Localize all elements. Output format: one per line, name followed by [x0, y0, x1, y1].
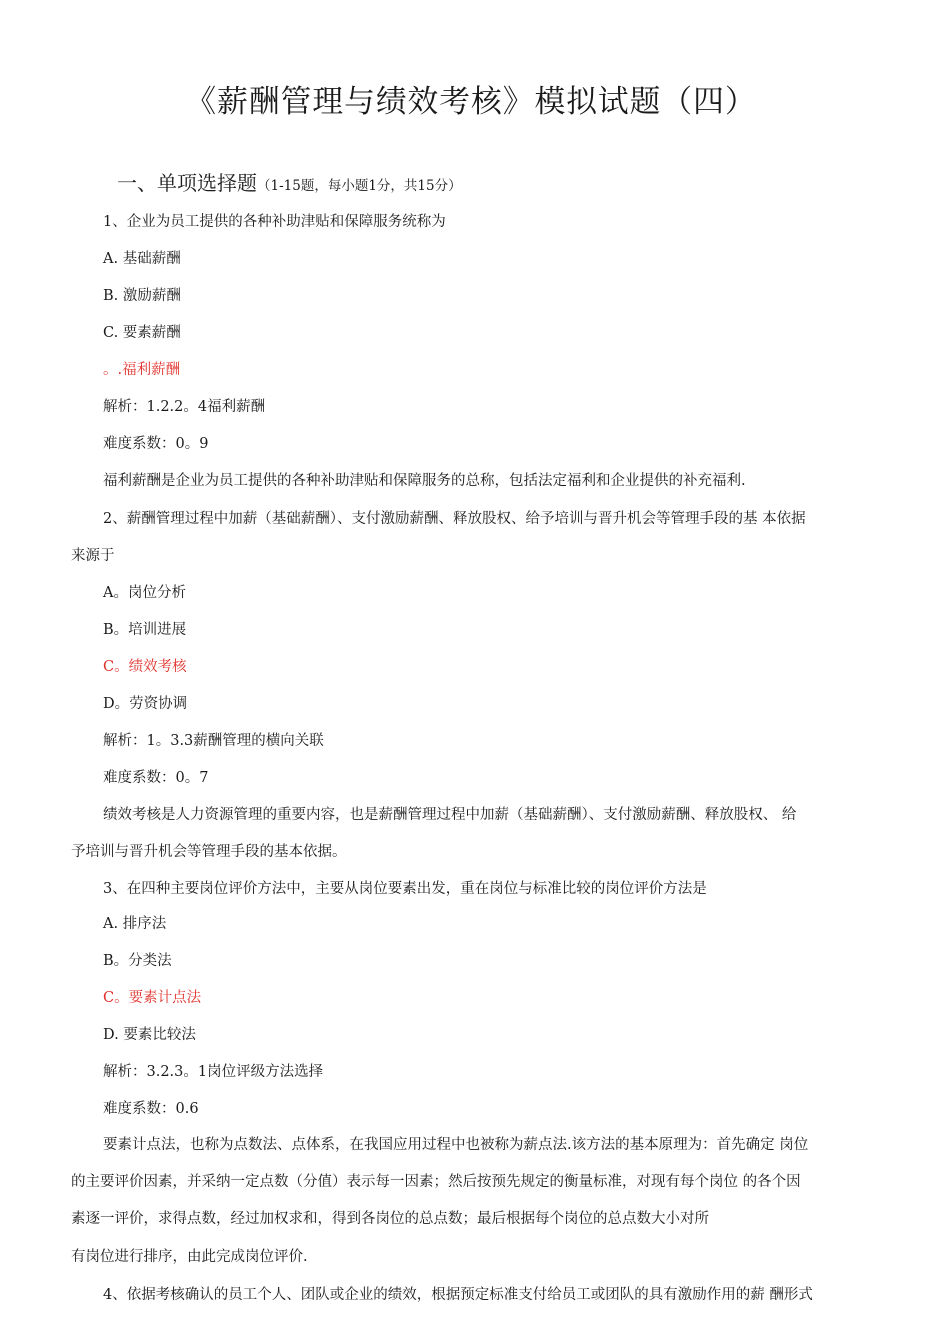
question-1-stem: 1、企业为员工提供的各种补助津贴和保障服务统称为 [103, 214, 446, 230]
question-3-option-c-answer: C。要素计点法 [103, 990, 202, 1006]
question-1-option-c: C. 要素薪酬 [103, 325, 181, 341]
question-3-explanation-line-4: 有岗位进行排序，由此完成岗位评价. [71, 1249, 308, 1265]
question-3-explanation-line-3: 素逐一评价，求得点数，经过加权求和，得到各岗位的总点数；最后根据每个岗位的总点数大小对所 [71, 1211, 709, 1227]
question-1-analysis: 解析：1.2.2。4福利薪酬 [103, 399, 266, 415]
question-2-option-d: D。劳资协调 [103, 696, 188, 712]
section-heading [117, 167, 462, 196]
question-1-option-a: A. 基础薪酬 [103, 251, 181, 267]
section-heading-label: 一、单项选择题 [117, 171, 257, 195]
question-2-option-b: B。培训进展 [103, 622, 187, 638]
question-2-stem: 2、薪酬管理过程中加薪（基础薪酬）、支付激励薪酬、释放股权、给予培训与晋升机会等管理手段的基 本依据 [103, 511, 806, 527]
question-3-option-d: D. 要素比较法 [103, 1027, 196, 1043]
question-3-option-b: B。分类法 [103, 953, 172, 969]
section-heading-note: （1-15题，每小题1分，共15分） [257, 178, 462, 194]
question-2-explanation: 绩效考核是人力资源管理的重要内容，也是薪酬管理过程中加薪（基础薪酬）、支付激励薪酬、释放股权、 给 [103, 807, 797, 823]
document-title: 《薪酬管理与绩效考核》模拟试题（四） [185, 84, 757, 120]
question-2-explanation-continued: 予培训与晋升机会等管理手段的基本依据。 [71, 844, 347, 860]
question-4-stem: 4、依据考核确认的员工个人、团队或企业的绩效，根据预定标准支付给员工或团队的具有激励作用的薪 酬形式 [103, 1287, 813, 1303]
question-1-difficulty: 难度系数：0。9 [103, 436, 209, 452]
question-3-analysis: 解析：3.2.3。1岗位评级方法选择 [103, 1064, 324, 1080]
question-3-explanation: 要素计点法，也称为点数法、点体系，在我国应用过程中也被称为薪点法.该方法的基本原理为：首先确定 岗位 [103, 1137, 809, 1153]
question-2-difficulty: 难度系数：0。7 [103, 770, 209, 786]
question-2-analysis: 解析：1。3.3薪酬管理的横向关联 [103, 733, 324, 749]
question-3-option-a: A. 排序法 [103, 916, 167, 932]
question-1-explanation: 福利薪酬是企业为员工提供的各种补助津贴和保障服务的总称，包括法定福利和企业提供的补充福利. [103, 473, 746, 489]
question-3-stem: 3、在四种主要岗位评价方法中，主要从岗位要素出发，重在岗位与标准比较的岗位评价方法是 [103, 881, 707, 897]
question-1-option-d-answer: 。.福利薪酬 [103, 362, 181, 378]
question-2-option-c-answer: C。绩效考核 [103, 659, 187, 675]
question-3-explanation-line-2: 的主要评价因素，并采纳一定点数（分值）表示每一因素；然后按预先规定的衡量标准，对现有每个岗位 的各个因 [71, 1174, 801, 1190]
question-2-stem-continued: 来源于 [71, 548, 115, 564]
question-2-option-a: A。岗位分析 [103, 585, 186, 601]
question-3-difficulty: 难度系数：0.6 [103, 1101, 199, 1117]
question-1-option-b: B. 激励薪酬 [103, 288, 181, 304]
